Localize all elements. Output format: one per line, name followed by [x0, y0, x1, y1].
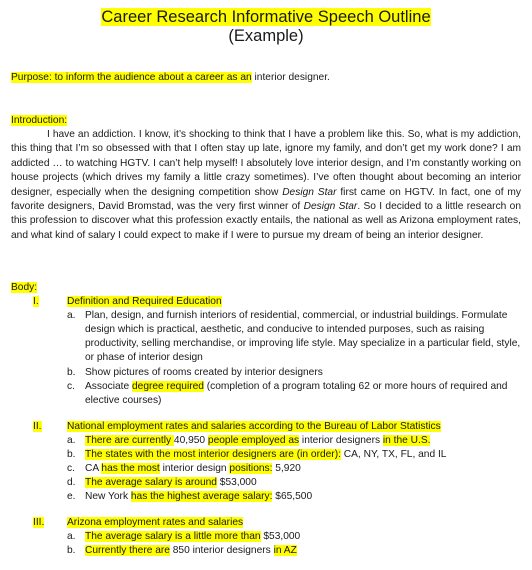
section-1-number: I. — [33, 296, 39, 307]
show-title-1: Design Star — [282, 186, 337, 198]
list-item-letter: c. — [67, 463, 75, 474]
introduction-paragraph: I have an addiction. I know, it’s shocking to think that I have a problem like this. So, what is my addiction, this thing that I’m so obsessed with that I often stay up late, ignore my family, and don’t get my work done? I am addicted … to watching HGTV. I can’t help myself! I absolutely love interior design, and I’m constantly working on house projects (which drives my family a little crazy sometimes). I’ve often thought about becoming an interior designer, especially when the designing competition show Design Star first came on HGTV. In fact, one of my favorite designers, David Bromstad, was the very first winner of Design Star. So I decided to a little research on this profession to discover what this profession exactly entails, the national as well as Arizona employment rates, and what kind of salary I could expect to make if I were to pursue my dream of being an interior designer. — [11, 129, 521, 241]
section-1-item-a: Plan, design, and furnish interiors of residential, commercial, or industrial buildings. Formulate design which is practical, aesthetic, and conducive to intended purposes, such as raising productivity, selling merchandise, or improving life style. May specialize in a particular field, style, or phase of interior design — [85, 310, 521, 364]
section-2-item-b: The states with the most interior designers are (in order): CA, NY, TX, FL, and IL — [85, 449, 447, 460]
section-2-item-c: CA has the most interior design positions: 5,920 — [85, 463, 301, 474]
list-item-letter: e. — [67, 491, 76, 502]
section-3-number: III. — [33, 517, 45, 528]
section-3-item-a: The average salary is a little more than $53,000 — [85, 531, 301, 542]
list-item-letter: a. — [67, 435, 76, 446]
list-item-letter: a. — [67, 531, 76, 542]
document-subtitle: (Example) — [228, 27, 304, 45]
list-item-letter: b. — [67, 449, 76, 460]
document-title: Career Research Informative Speech Outline — [101, 8, 431, 26]
section-2-number: II. — [33, 421, 42, 432]
section-3-item-b: Currently there are 850 interior designers in AZ — [85, 545, 297, 556]
introduction-label: Introduction: — [11, 115, 68, 126]
section-2-heading: National employment rates and salaries according to the Bureau of Labor Statistics — [67, 421, 441, 432]
list-item-letter: b. — [67, 545, 76, 556]
section-2-item-a: There are currently 40,950 people employed as interior designers in the U.S. — [85, 435, 431, 446]
body-label: Body: — [11, 282, 38, 293]
list-item-letter: a. — [67, 310, 76, 321]
purpose-label: Purpose: to inform the audience about a career as an — [11, 72, 252, 83]
section-2-item-d: The average salary is around $53,000 — [85, 477, 257, 488]
section-3-heading: Arizona employment rates and salaries — [67, 517, 244, 528]
section-1-heading: Definition and Required Education — [67, 296, 222, 307]
show-title-2: Design Star — [303, 201, 358, 213]
list-item-letter: d. — [67, 477, 76, 488]
purpose-line — [11, 71, 330, 85]
list-item-letter: c. — [67, 381, 75, 392]
section-1-item-c: Associate degree required (completion of a program totaling 62 or more hours of required and elective courses) — [85, 381, 508, 407]
list-item-letter: b. — [67, 367, 76, 378]
purpose-rest: interior designer. — [251, 72, 330, 83]
section-2-item-e: New York has the highest average salary: $65,500 — [85, 491, 313, 502]
section-1-item-b: Show pictures of rooms created by interior designers — [85, 367, 323, 378]
